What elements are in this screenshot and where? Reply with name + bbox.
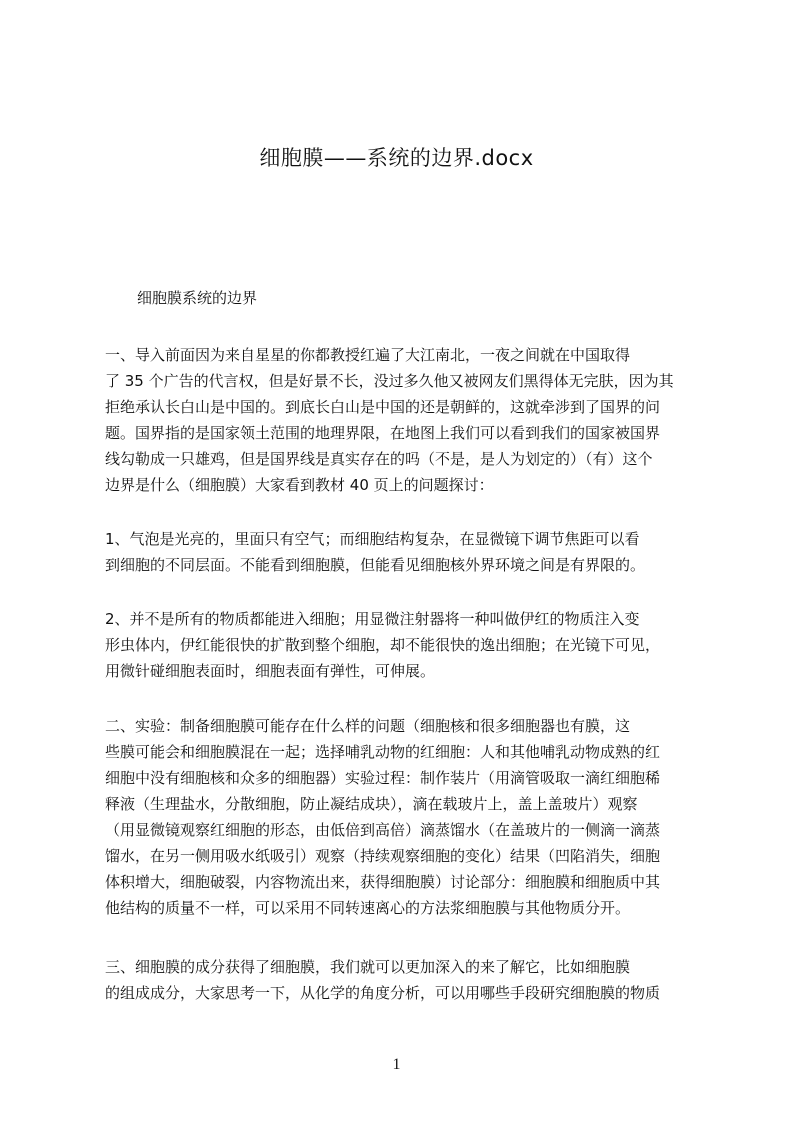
text-line: 一、导入前面因为来自星星的你都教授红遍了大江南北，一夜之间就在中国取得 <box>105 346 631 364</box>
text-line: 些膜可能会和细胞膜混在一起；选择哺乳动物的红细胞：人和其他哺乳动物成熟的红 <box>105 743 661 761</box>
text-line: 细胞中没有细胞核和众多的细胞器）实验过程：制作装片（用滴管吸取一滴红细胞稀 <box>105 769 661 787</box>
text-line: 1、气泡是光亮的，里面只有空气；而细胞结构复杂，在显微镜下调节焦距可以看 <box>105 530 640 548</box>
paragraph-experiment <box>105 713 705 921</box>
paragraph-introduction <box>105 342 705 498</box>
text-line: 释液（生理盐水，分散细胞，防止凝结成块），滴在载玻片上，盖上盖玻片）观察 <box>105 795 638 813</box>
text-line: 他结构的质量不一样，可以采用不同转速离心的方法浆细胞膜与其他物质分开。 <box>105 899 631 917</box>
text-line: 用微针碰细胞表面时，细胞表面有弹性，可伸展。 <box>105 662 436 680</box>
paragraph-point-2 <box>105 606 705 684</box>
text-line: 馏水，在另一侧用吸水纸吸引）观察（持续观察细胞的变化）结果（凹陷消失，细胞 <box>105 847 661 865</box>
text-line: 题。国界指的是国家领土范围的地理界限，在地图上我们可以看到我们的国家被国界 <box>105 424 661 442</box>
text-line: 到细胞的不同层面。不能看到细胞膜，但能看见细胞核外界环境之间是有界限的。 <box>105 556 646 574</box>
text-line: （用显微镜观察红细胞的形态，由低倍到高倍）滴蒸馏水（在盖玻片的一侧滴一滴蒸 <box>105 821 661 839</box>
text-line: 拒绝承认长白山是中国的。到底长白山是中国的还是朝鲜的，这就牵涉到了国界的问 <box>105 398 661 416</box>
paragraph-point-1 <box>105 526 705 578</box>
text-line: 三、细胞膜的成分获得了细胞膜，我们就可以更加深入的来了解它，比如细胞膜 <box>105 958 631 976</box>
text-line: 二、实验：制备细胞膜可能存在什么样的问题（细胞核和很多细胞器也有膜，这 <box>105 717 631 735</box>
text-line: 了 35 个广告的代言权，但是好景不长，没过多久他又被网友们黑得体无完肤，因为其 <box>105 372 674 390</box>
document-title: 细胞膜——系统的边界.docx <box>259 146 534 170</box>
paragraph-membrane-composition <box>105 954 705 1006</box>
page-number: 1 <box>392 1056 401 1073</box>
text-line: 边界是什么（细胞膜）大家看到教材 40 页上的问题探讨： <box>105 476 494 494</box>
text-line: 线勾勒成一只雄鸡，但是国界线是真实存在的吗（不是，是人为划定的）（有）这个 <box>105 450 653 468</box>
text-line: 2、并不是所有的物质都能进入细胞；用显微注射器将一种叫做伊红的物质注入变 <box>105 610 640 628</box>
document-subtitle: 细胞膜系统的边界 <box>137 289 258 307</box>
text-line: 形虫体内，伊红能很快的扩散到整个细胞，却不能很快的逸出细胞；在光镜下可见， <box>105 636 661 654</box>
text-line: 体积增大，细胞破裂，内容物流出来，获得细胞膜）讨论部分：细胞膜和细胞质中其 <box>105 873 661 891</box>
text-line: 的组成成分，大家思考一下，从化学的角度分析，可以用哪些手段研究细胞膜的物质 <box>105 984 661 1002</box>
